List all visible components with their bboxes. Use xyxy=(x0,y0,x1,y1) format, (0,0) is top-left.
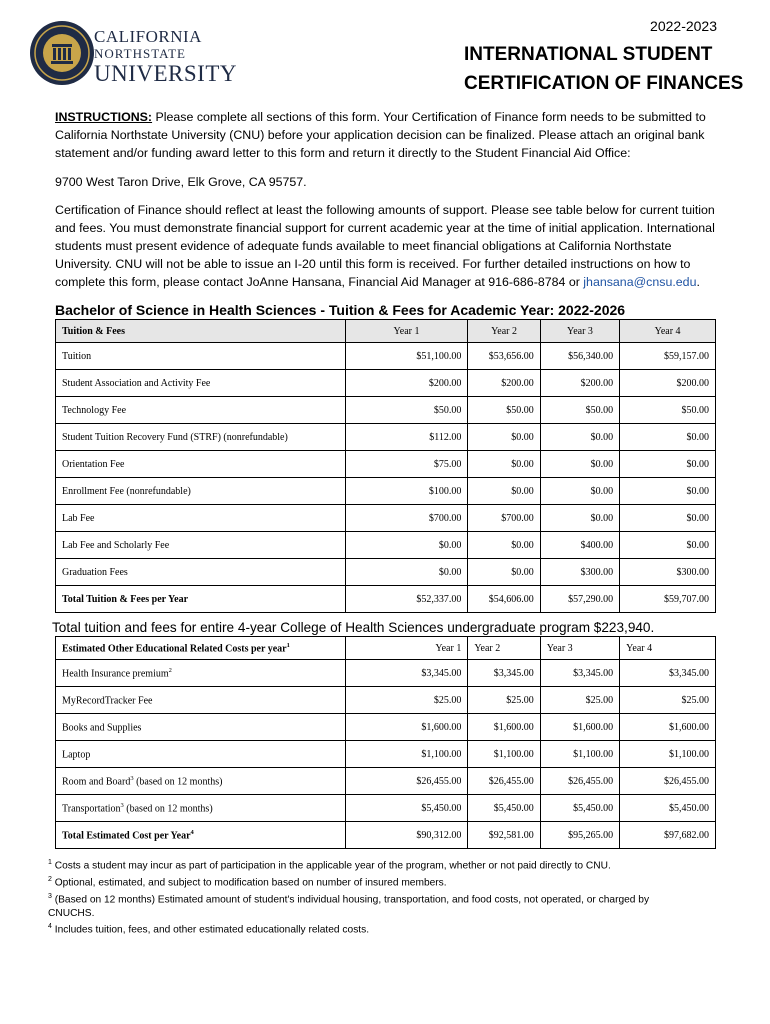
label-text: Room and Board xyxy=(62,776,131,788)
label-sup: 3 xyxy=(120,801,124,809)
cell: $1,100.00 xyxy=(620,741,716,768)
certification-text: Certification of Finance should reflect at least the following amounts of support. Please see table below for current tuition and fees. You must demonstrate financial support for current academic year at the time of initial application. International students must present evidence of adequate funds available to meet financial obligations at California Northstate University. CNU will not be able to issue an I-20 until this form is received. For further detailed instructions on how to complete this form, please contact JoAnne Hansana, Financial Aid Manager at 916-686-8784 or xyxy=(55,203,715,289)
label-sup: 4 xyxy=(190,828,194,836)
email-link[interactable]: jhansana@cnsu.edu xyxy=(583,275,697,289)
cell: $1,600.00 xyxy=(345,714,468,741)
row-label xyxy=(56,660,346,687)
cell: $57,290.00 xyxy=(540,586,619,613)
cell: $92,581.00 xyxy=(468,822,540,849)
cell: $50.00 xyxy=(540,397,619,424)
costs-header-year1: Year 1 xyxy=(345,637,468,660)
costs-header-year2: Year 2 xyxy=(468,637,540,660)
label-text: Total Estimated Cost per Year xyxy=(62,830,191,842)
footnote-text: Optional, estimated, and subject to modification based on number of insured members. xyxy=(51,877,447,889)
cell: $50.00 xyxy=(620,397,716,424)
footnotes xyxy=(48,856,668,937)
cell: $1,100.00 xyxy=(468,741,540,768)
footnote-text: (Based on 12 months) Estimated amount of student's individual housing, transportation, and food costs, not operated, or charged by CNUCHS. xyxy=(48,894,650,919)
row-label: Lab Fee and Scholarly Fee xyxy=(56,532,346,559)
row-label: Total Tuition & Fees per Year xyxy=(56,586,346,613)
cell: $5,450.00 xyxy=(345,795,468,822)
cell: $5,450.00 xyxy=(620,795,716,822)
footnote-text: Includes tuition, fees, and other estimated educationally related costs. xyxy=(51,924,370,936)
instructions-text: Please complete all sections of this form. Your Certification of Finance form needs to be submitted to California Northstate University (CNU) before your application decision can be finalized. Please attach an original bank statement and/or funding award letter to this form and return it directly to the Student Financial Aid Office: xyxy=(55,110,706,160)
table-row xyxy=(56,370,716,397)
cell: $53,656.00 xyxy=(468,343,540,370)
tuition-header-label: Tuition & Fees xyxy=(56,320,346,343)
table-row xyxy=(56,768,716,795)
cell: $25.00 xyxy=(345,687,468,714)
cell: $100.00 xyxy=(345,478,468,505)
cell: $54,606.00 xyxy=(468,586,540,613)
cell: $0.00 xyxy=(468,532,540,559)
cell: $25.00 xyxy=(540,687,619,714)
footnote-3 xyxy=(48,890,668,920)
row-label xyxy=(56,768,346,795)
tuition-section-title: Bachelor of Science in Health Sciences - Tuition & Fees for Academic Year: 2022-2026 xyxy=(55,302,626,318)
footnote-num: 4 xyxy=(48,923,52,931)
costs-header-row xyxy=(56,637,716,660)
table-row xyxy=(56,714,716,741)
tuition-total-row xyxy=(56,586,716,613)
footnote-1 xyxy=(48,856,668,873)
cell: $0.00 xyxy=(540,424,619,451)
cell: $700.00 xyxy=(468,505,540,532)
cell: $50.00 xyxy=(468,397,540,424)
row-label: Enrollment Fee (nonrefundable) xyxy=(56,478,346,505)
cell: $0.00 xyxy=(620,505,716,532)
cell: $1,600.00 xyxy=(468,714,540,741)
label-suffix: (based on 12 months) xyxy=(133,776,223,788)
cell: $50.00 xyxy=(345,397,468,424)
costs-header-year4: Year 4 xyxy=(620,637,716,660)
cell: $700.00 xyxy=(345,505,468,532)
certification-paragraph xyxy=(55,201,715,291)
label-text: Transportation xyxy=(62,803,121,815)
row-label xyxy=(56,687,346,714)
row-label: Student Association and Activity Fee xyxy=(56,370,346,397)
cell: $0.00 xyxy=(540,478,619,505)
cell: $112.00 xyxy=(345,424,468,451)
cell: $300.00 xyxy=(620,559,716,586)
table-row xyxy=(56,478,716,505)
logo-line-2: NORTHSTATE xyxy=(94,46,186,61)
row-label xyxy=(56,741,346,768)
university-seal-icon xyxy=(29,20,95,86)
logo-wordmark xyxy=(94,28,237,85)
cell: $59,707.00 xyxy=(620,586,716,613)
academic-year: 2022-2023 xyxy=(650,18,717,34)
cell: $5,450.00 xyxy=(468,795,540,822)
table-row xyxy=(56,559,716,586)
cell: $51,100.00 xyxy=(345,343,468,370)
total-program-summary: Total tuition and fees for entire 4-year College of Health Sciences undergraduate program $223,940. xyxy=(52,620,655,635)
tuition-header-year3: Year 3 xyxy=(540,320,619,343)
table-row xyxy=(56,687,716,714)
tuition-header-year4: Year 4 xyxy=(620,320,716,343)
title-line-2: CERTIFICATION OF FINANCES xyxy=(464,73,744,94)
cell: $0.00 xyxy=(620,451,716,478)
cell: $26,455.00 xyxy=(468,768,540,795)
label-sup: 2 xyxy=(168,666,172,674)
cell: $59,157.00 xyxy=(620,343,716,370)
cell: $0.00 xyxy=(468,478,540,505)
cell: $3,345.00 xyxy=(345,660,468,687)
cell: $56,340.00 xyxy=(540,343,619,370)
cell: $200.00 xyxy=(620,370,716,397)
costs-header-label xyxy=(56,637,346,660)
university-logo xyxy=(29,20,237,90)
row-label: Technology Fee xyxy=(56,397,346,424)
cell: $25.00 xyxy=(620,687,716,714)
cell: $3,345.00 xyxy=(540,660,619,687)
costs-header-year3: Year 3 xyxy=(540,637,619,660)
cell: $75.00 xyxy=(345,451,468,478)
instructions-label: INSTRUCTIONS: xyxy=(55,110,153,124)
cell: $0.00 xyxy=(620,424,716,451)
row-label xyxy=(56,822,346,849)
cell: $26,455.00 xyxy=(540,768,619,795)
cell: $200.00 xyxy=(468,370,540,397)
label-suffix: (based on 12 months) xyxy=(123,803,213,815)
label-text: Laptop xyxy=(62,749,91,761)
document-title xyxy=(464,40,744,98)
cell: $0.00 xyxy=(468,424,540,451)
cell: $0.00 xyxy=(540,451,619,478)
row-label: Lab Fee xyxy=(56,505,346,532)
label-sup: 3 xyxy=(130,774,134,782)
table-row xyxy=(56,795,716,822)
period: . xyxy=(696,275,700,289)
table-row xyxy=(56,532,716,559)
cell: $0.00 xyxy=(540,505,619,532)
label-text: Health Insurance premium xyxy=(62,668,169,680)
row-label: Tuition xyxy=(56,343,346,370)
tuition-table xyxy=(55,319,716,613)
cell: $95,265.00 xyxy=(540,822,619,849)
cell: $0.00 xyxy=(620,478,716,505)
footnote-text: Costs a student may incur as part of participation in the applicable year of the program, whether or not paid directly to CNU. xyxy=(51,860,611,872)
table-row xyxy=(56,505,716,532)
costs-table xyxy=(55,636,716,849)
cell: $0.00 xyxy=(468,451,540,478)
table-row xyxy=(56,397,716,424)
cell: $0.00 xyxy=(468,559,540,586)
cell: $25.00 xyxy=(468,687,540,714)
cell: $26,455.00 xyxy=(620,768,716,795)
cell: $3,345.00 xyxy=(468,660,540,687)
cell: $0.00 xyxy=(345,532,468,559)
table-row xyxy=(56,660,716,687)
cell: $0.00 xyxy=(620,532,716,559)
cell: $1,100.00 xyxy=(345,741,468,768)
footnote-num: 1 xyxy=(48,859,52,866)
cell: $90,312.00 xyxy=(345,822,468,849)
footnote-2 xyxy=(48,873,668,890)
label-text: MyRecordTracker Fee xyxy=(62,695,153,707)
cell: $400.00 xyxy=(540,532,619,559)
cell: $200.00 xyxy=(540,370,619,397)
tuition-header-row xyxy=(56,320,716,343)
costs-header-sup: 1 xyxy=(286,641,290,649)
cell: $200.00 xyxy=(345,370,468,397)
costs-total-row xyxy=(56,822,716,849)
cell: $1,100.00 xyxy=(540,741,619,768)
label-text: Books and Supplies xyxy=(62,722,142,734)
cell: $3,345.00 xyxy=(620,660,716,687)
costs-header-text: Estimated Other Educational Related Costs per year xyxy=(62,643,287,655)
cell: $5,450.00 xyxy=(540,795,619,822)
cell: $26,455.00 xyxy=(345,768,468,795)
row-label xyxy=(56,714,346,741)
title-line-1: INTERNATIONAL STUDENT xyxy=(464,44,713,65)
cell: $1,600.00 xyxy=(620,714,716,741)
cell: $52,337.00 xyxy=(345,586,468,613)
footnote-4 xyxy=(48,920,668,937)
row-label: Student Tuition Recovery Fund (STRF) (nonrefundable) xyxy=(56,424,346,451)
row-label: Orientation Fee xyxy=(56,451,346,478)
table-row xyxy=(56,343,716,370)
tuition-header-year2: Year 2 xyxy=(468,320,540,343)
cell: $1,600.00 xyxy=(540,714,619,741)
cell: $300.00 xyxy=(540,559,619,586)
footnote-num: 2 xyxy=(48,875,52,883)
footnote-num: 3 xyxy=(48,892,52,900)
table-row xyxy=(56,424,716,451)
office-address: 9700 West Taron Drive, Elk Grove, CA 95757. xyxy=(55,175,307,189)
tuition-header-year1: Year 1 xyxy=(345,320,468,343)
cell: $97,682.00 xyxy=(620,822,716,849)
instructions-paragraph xyxy=(55,108,715,162)
row-label: Graduation Fees xyxy=(56,559,346,586)
table-row xyxy=(56,741,716,768)
logo-line-3: UNIVERSITY xyxy=(94,61,237,86)
logo-line-1: CALIFORNIA xyxy=(94,27,202,46)
row-label xyxy=(56,795,346,822)
cell: $0.00 xyxy=(345,559,468,586)
table-row xyxy=(56,451,716,478)
